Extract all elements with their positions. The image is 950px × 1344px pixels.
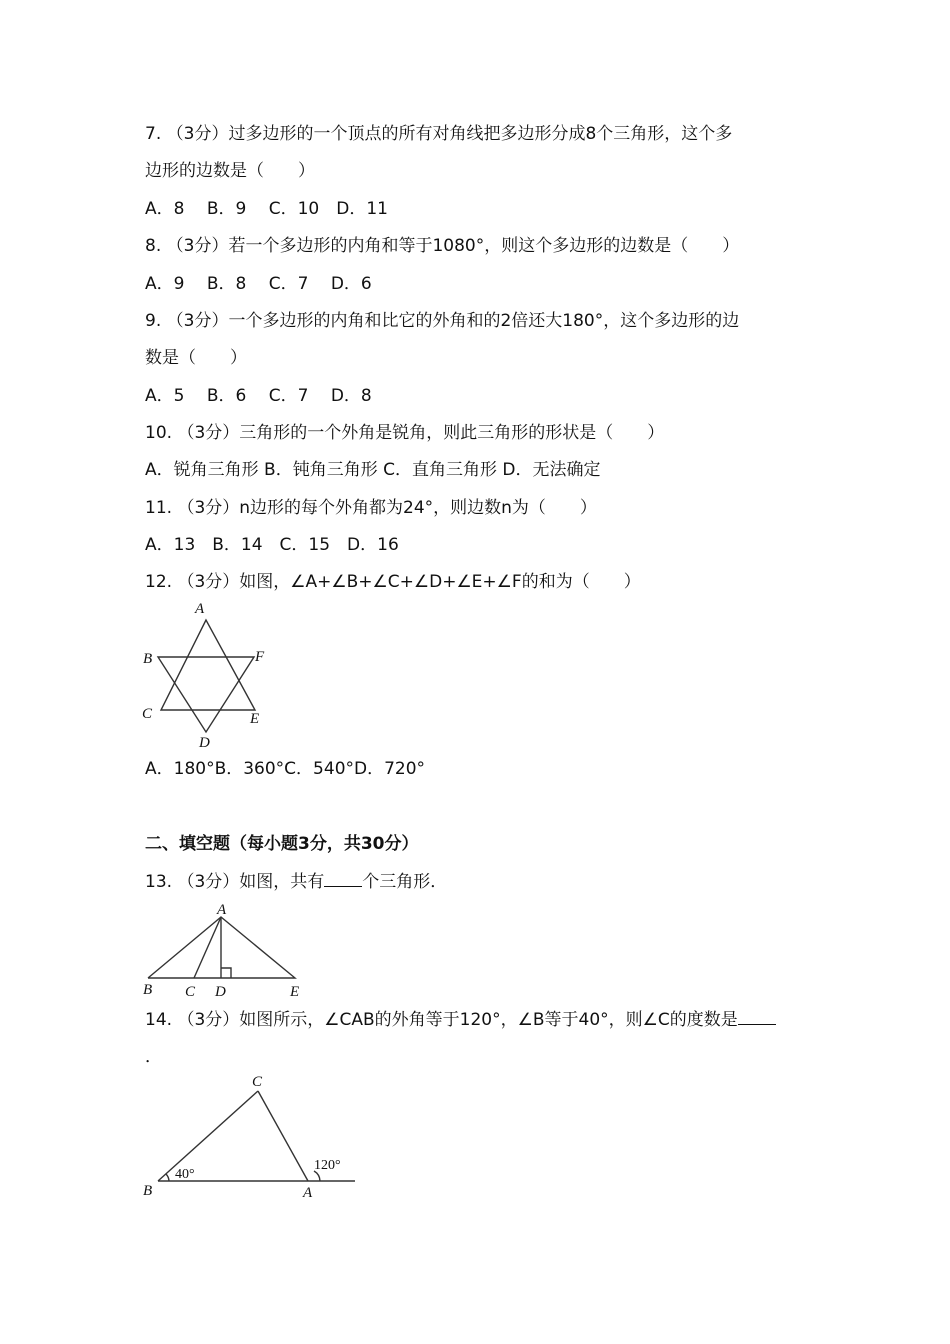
q12-label-d: D [199,735,210,751]
q12-options: A．180°B．360°C．540°D．720° [145,759,426,779]
q12-triangle-bdf [158,657,254,732]
q7-line-1: 7. （3分）过多边形的一个顶点的所有对角线把多边形分成8个三角形，这个多 [145,124,733,144]
q12-label-f: F [255,649,265,665]
q13-text [145,871,447,893]
q13-segment-ac [194,917,221,978]
q12-label-a: A [195,601,205,617]
q7-line-2: 边形的边数是（ ） [145,161,315,181]
q14-label-a: A [303,1185,313,1201]
q14-answer-blank [738,1009,776,1025]
q12-star-figure [138,598,273,750]
q9-line-2: 数是（ ） [145,348,247,368]
q13-label-e: E [290,984,300,1000]
q12-label-b: B [143,651,153,667]
q14-text [145,1009,776,1031]
q13-text-before: 13. （3分）如图，共有 [145,872,325,892]
section-2-title: 二、填空题（每小题3分，共30分） [145,834,419,854]
q11-text: 11. （3分）n边形的每个外角都为24°，则边数n为（ ） [145,498,597,518]
q14-angle-b-label: 40° [175,1167,195,1182]
q12-label-c: C [142,706,153,722]
q14-angle-arc-b [166,1174,169,1181]
q8-options: A．9 B．8 C．7 D．6 [145,274,372,294]
q13-answer-blank [324,871,362,887]
q13-label-b: B [143,982,153,998]
q8-text: 8. （3分）若一个多边形的内角和等于1080°，则这个多边形的边数是（ ） [145,236,740,256]
q14-line-2: ． [145,1047,162,1067]
q13-label-d: D [215,984,226,1000]
q10-text: 10. （3分）三角形的一个外角是锐角，则此三角形的形状是（ ） [145,423,665,443]
q14-angle-exterior-label: 120° [314,1158,341,1173]
q13-triangle-figure [140,898,315,1003]
q12-label-e: E [250,711,260,727]
q14-label-c: C [252,1074,263,1090]
q13-text-after: 个三角形． [362,872,448,892]
q14-label-b: B [143,1183,153,1199]
q9-options: A．5 B．6 C．7 D．8 [145,386,372,406]
q14-text-before: 14. （3分）如图所示，∠CAB的外角等于120°，∠B等于40°，则∠C的度数是 [145,1010,738,1030]
q14-side-ca [258,1091,308,1181]
q10-options: A．锐角三角形 B．钝角三角形 C．直角三角形 D．无法确定 [145,460,601,480]
q9-line-1: 9. （3分）一个多边形的内角和比它的外角和的2倍还大180°，这个多边形的边 [145,311,740,331]
q13-label-c: C [185,984,196,1000]
q14-side-bc [158,1091,258,1181]
q12-triangle-ace [161,620,255,710]
q13-right-angle-mark [221,968,231,978]
q12-text: 12. （3分）如图，∠A+∠B+∠C+∠D+∠E+∠F的和为（ ） [145,572,641,592]
q14-triangle-figure [140,1068,360,1203]
q13-label-a: A [217,902,227,918]
q11-options: A．13 B．14 C．15 D．16 [145,535,399,555]
q7-options: A．8 B．9 C．10 D．11 [145,199,388,219]
